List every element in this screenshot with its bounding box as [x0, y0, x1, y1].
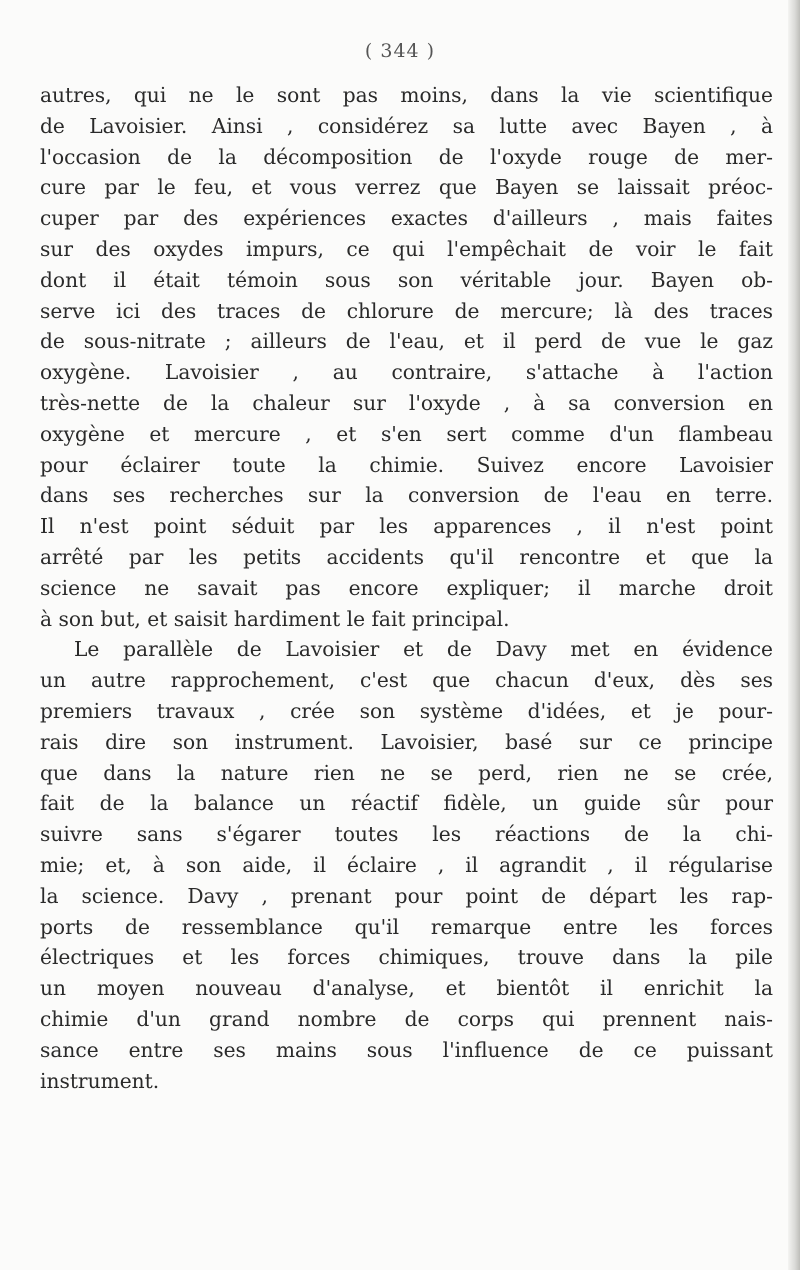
text-line: autres, qui ne le sont pas moins, dans la vie scientifique	[40, 83, 773, 107]
text-line: sance entre ses mains sous l'influence de ce puissant	[40, 1037, 773, 1062]
text-line: un moyen nouveau d'analyse, et bientôt il enrichit la	[40, 976, 773, 1001]
text-line: cure par le feu, et vous verrez que Bayen se laissait préoc-	[40, 175, 773, 200]
text-line: très-nette de la chaleur sur l'oxyde , à sa conversion en	[40, 390, 773, 415]
text-line: à son but, et saisit hardiment le fait principal.	[40, 606, 510, 631]
text-line: fait de la balance un réactif fidèle, un guide sûr pour	[40, 791, 773, 816]
body-text	[40, 80, 773, 1096]
text-line: arrêté par les petits accidents qu'il rencontre et que la	[40, 544, 773, 569]
text-line: Le parallèle de Lavoisier et de Davy met en évidence	[74, 637, 773, 662]
text-line: dans ses recherches sur la conversion de l'eau en terre.	[40, 483, 773, 508]
text-line: Il n'est point séduit par les apparences , il n'est point	[40, 514, 773, 539]
text-line: la science. Davy , prenant pour point de départ les rap-	[40, 883, 773, 908]
text-line: oxygène. Lavoisier , au contraire, s'attache à l'action	[40, 360, 773, 385]
text-line: chimie d'un grand nombre de corps qui prennent nais-	[40, 1006, 773, 1031]
text-line: instrument.	[40, 1068, 160, 1093]
text-line: premiers travaux , crée son système d'idées, et je pour-	[40, 698, 773, 723]
text-line: cuper par des expériences exactes d'ailleurs , mais faites	[40, 206, 773, 231]
text-line: oxygène et mercure , et s'en sert comme d'un flambeau	[40, 421, 773, 446]
text-line: un autre rapprochement, c'est que chacun d'eux, dès ses	[40, 668, 773, 693]
text-line: que dans la nature rien ne se perd, rien ne se crée,	[40, 760, 773, 785]
text-line: suivre sans s'égarer toutes les réactions de la chi-	[40, 822, 773, 847]
text-line: l'occasion de la décomposition de l'oxyde rouge de mer-	[40, 144, 773, 169]
text-line: serve ici des traces de chlorure de mercure; là des traces	[40, 298, 773, 323]
text-line: rais dire son instrument. Lavoisier, basé sur ce principe	[40, 729, 773, 754]
text-line: mie; et, à son aide, il éclaire , il agrandit , il régularise	[40, 852, 773, 877]
text-line: de sous-nitrate ; ailleurs de l'eau, et il perd de vue le gaz	[40, 329, 773, 354]
text-line: pour éclairer toute la chimie. Suivez encore Lavoisier	[40, 452, 773, 477]
text-line: électriques et les forces chimiques, trouve dans la pile	[40, 945, 773, 970]
text-line: sur des oxydes impurs, ce qui l'empêchait de voir le fait	[40, 236, 773, 261]
text-line: de Lavoisier. Ainsi , considérez sa lutte avec Bayen , à	[40, 113, 773, 138]
page-edge-shadow	[788, 0, 800, 1270]
text-line: dont il était témoin sous son véritable jour. Bayen ob-	[40, 267, 773, 292]
text-line: ports de ressemblance qu'il remarque entre les forces	[40, 914, 773, 939]
text-line: science ne savait pas encore expliquer; il marche droit	[40, 575, 773, 600]
page-number: ( 344 )	[364, 40, 436, 62]
